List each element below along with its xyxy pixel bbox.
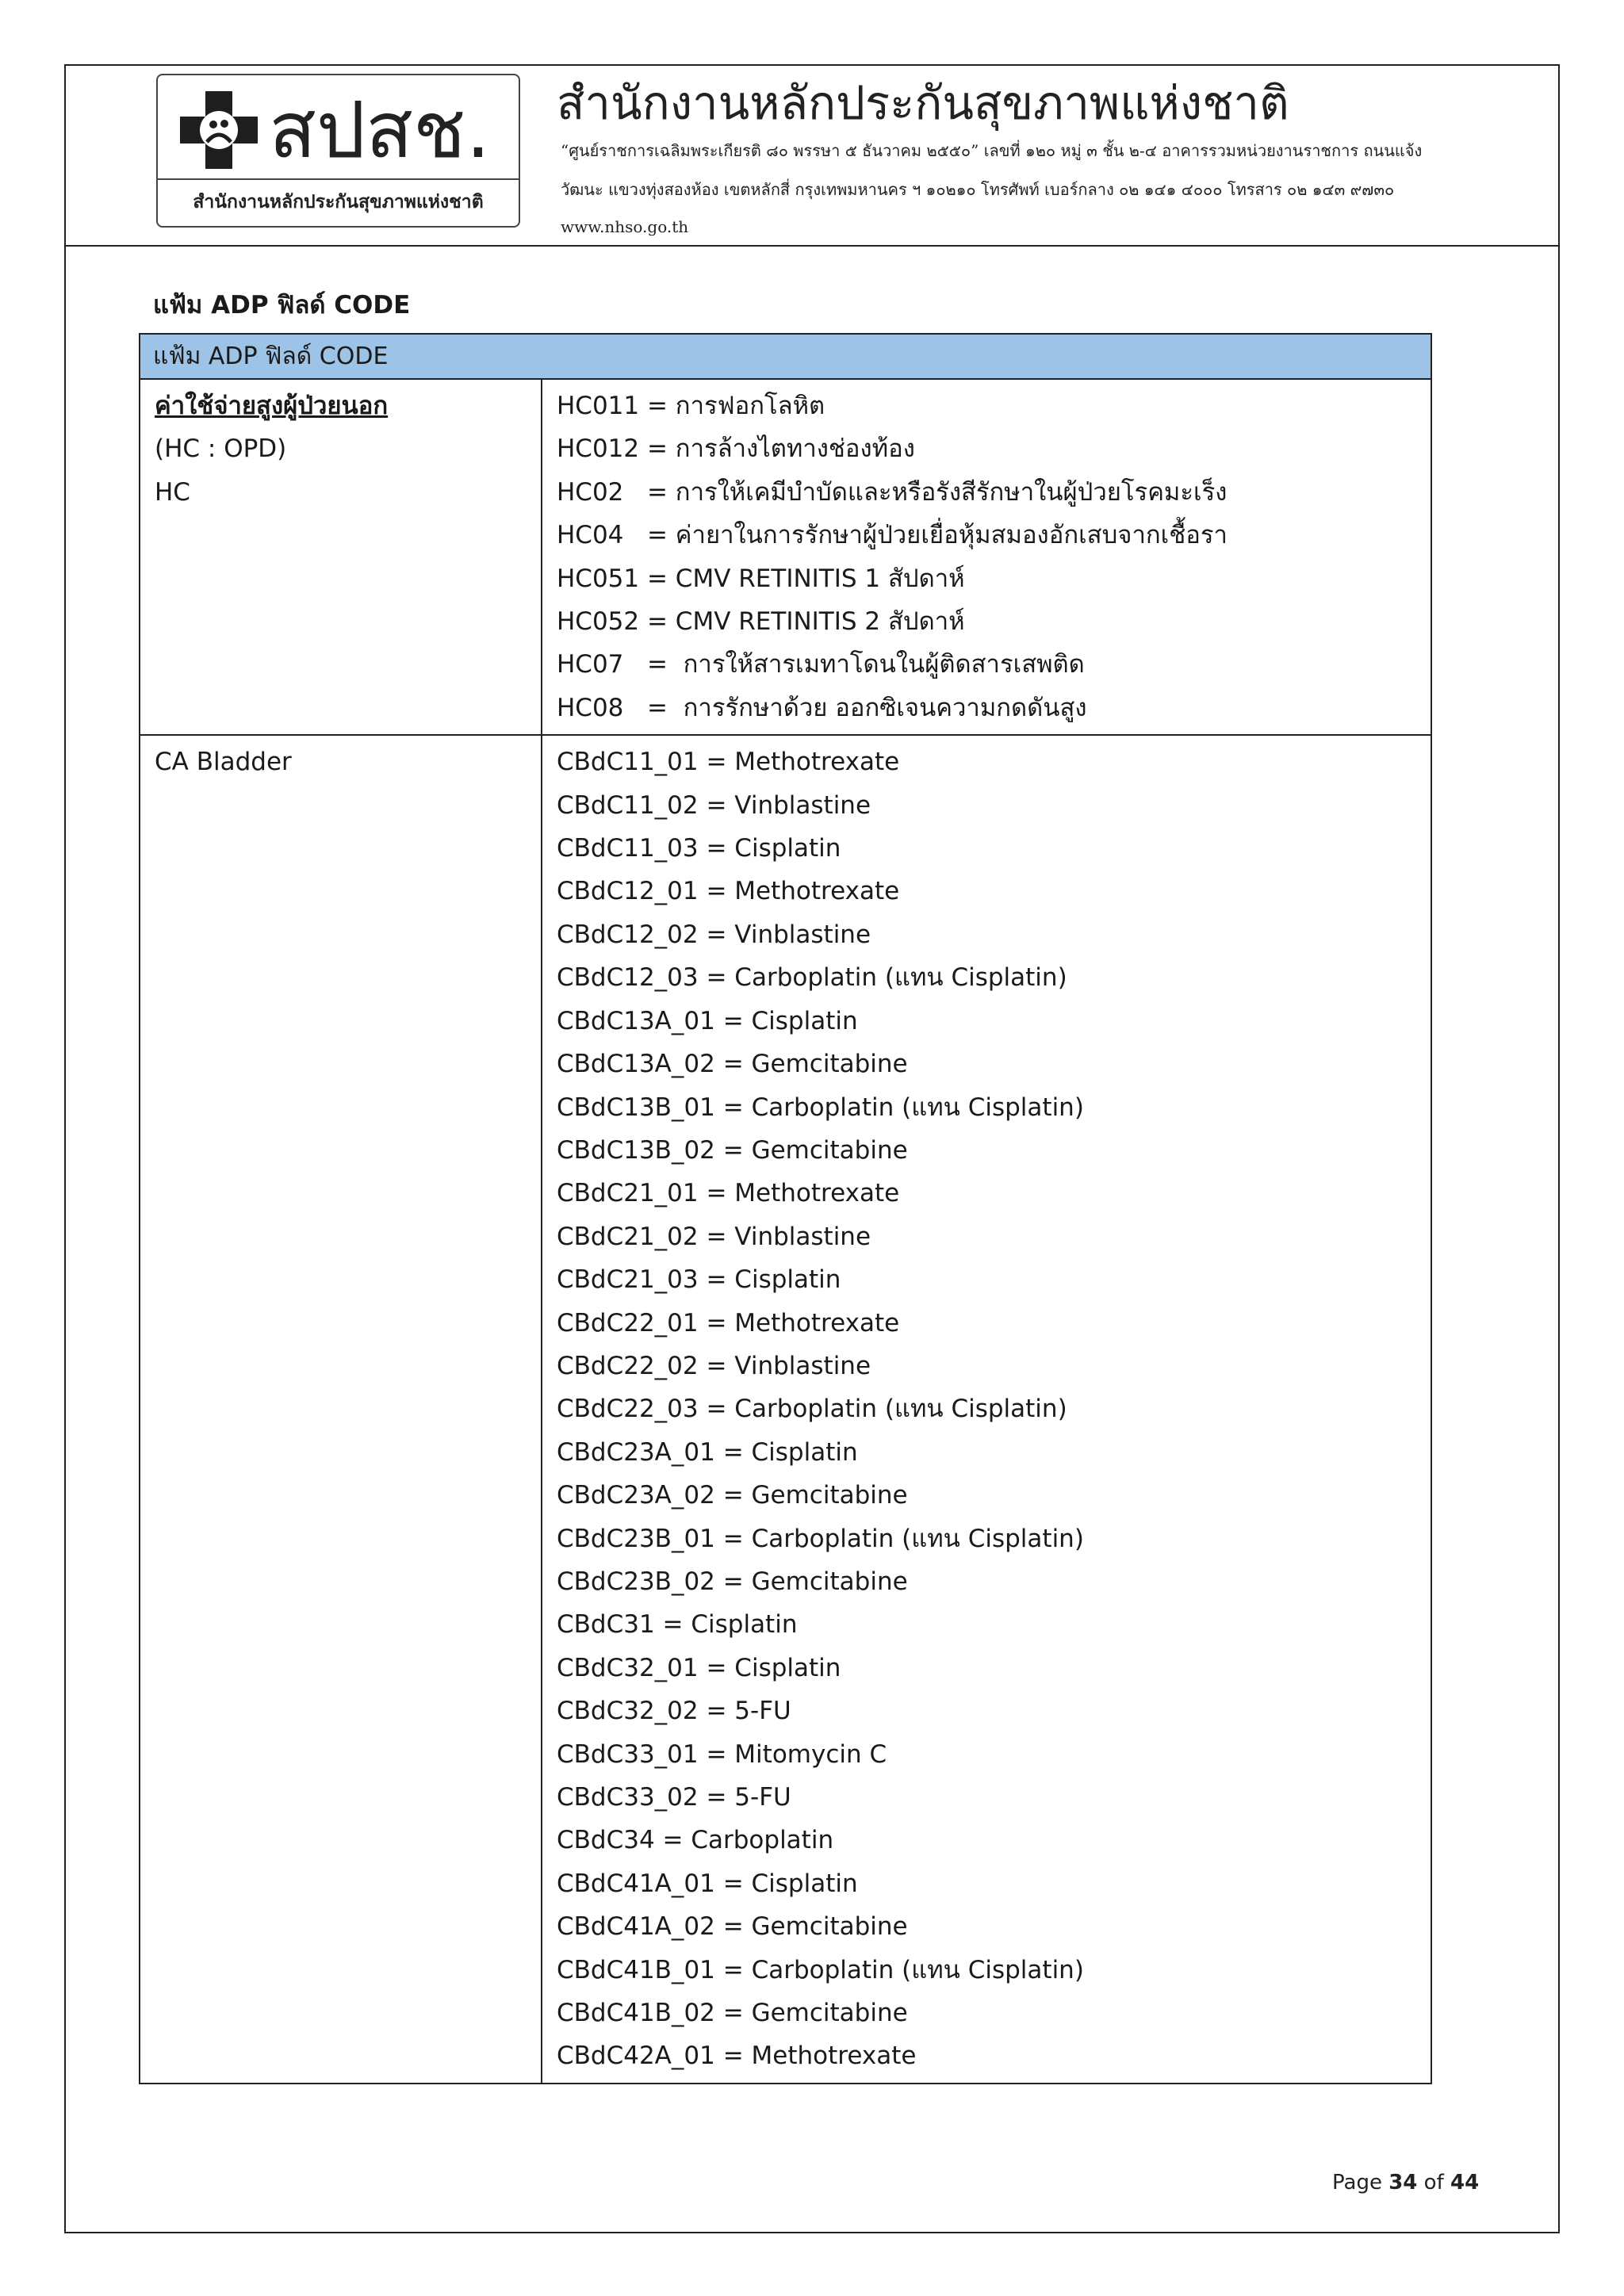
code-line: CBdC13B_01 = Carboplatin (แทน Cisplatin): [557, 1093, 1084, 1122]
page-prefix: Page: [1332, 2171, 1382, 2195]
organization-name: สำนักงานหลักประกันสุขภาพแห่งชาติ: [557, 76, 1289, 130]
code-line: CBdC21_01 = Methotrexate: [557, 1179, 900, 1208]
category-line: CA Bladder: [155, 748, 292, 777]
table-body: [140, 380, 1431, 2083]
header-divider: [64, 245, 1560, 247]
code-line: CBdC22_02 = Vinblastine: [557, 1351, 871, 1380]
adp-code-table: [139, 333, 1432, 2084]
code-line: HC012 = การล้างไตทางช่องท้อง: [557, 434, 915, 464]
row-code-cell: [542, 736, 1431, 2083]
row-category-cell: [140, 380, 542, 734]
code-line: CBdC22_03 = Carboplatin (แทน Cisplatin): [557, 1395, 1067, 1424]
address-line-2: วัฒนะ แขวงทุ่งสองห้อง เขตหลักสี่ กรุงเทพมหานคร ฯ ๑๐๒๑๐ โทรศัพท์ เบอร์กลาง ๐๒ ๑๔๑ ๔๐๐๐ โทรสาร ๐๒ ๑๔๓ ๙๗๓๐: [561, 180, 1395, 199]
code-line: CBdC23B_02 = Gemcitabine: [557, 1567, 908, 1596]
category-line: HC: [155, 477, 190, 507]
code-line: CBdC13A_02 = Gemcitabine: [557, 1050, 908, 1079]
code-line: HC07 = การให้สารเมทาโดนในผู้ติดสารเสพติด: [557, 650, 1085, 679]
code-line: CBdC21_03 = Cisplatin: [557, 1265, 841, 1295]
code-line: CBdC41A_02 = Gemcitabine: [557, 1912, 908, 1942]
code-line: CBdC34 = Carboplatin: [557, 1826, 834, 1855]
nhso-logo: [156, 74, 520, 228]
row-category-cell: [140, 736, 542, 2083]
code-line: CBdC23A_02 = Gemcitabine: [557, 1481, 908, 1510]
code-line: CBdC41B_02 = Gemcitabine: [557, 1999, 908, 2028]
section-title: แฟ้ม ADP ฟิลด์ CODE: [153, 291, 411, 320]
page-current: 34: [1388, 2171, 1418, 2195]
code-line: CBdC23A_01 = Cisplatin: [557, 1437, 858, 1467]
code-line: CBdC12_03 = Carboplatin (แทน Cisplatin): [557, 963, 1067, 993]
logo-caption: สำนักงานหลักประกันสุขภาพแห่งชาติ: [158, 178, 519, 226]
table-row: [140, 380, 1431, 736]
code-line: CBdC23B_01 = Carboplatin (แทน Cisplatin): [557, 1524, 1084, 1553]
category-line: (HC : OPD): [155, 434, 287, 464]
code-line: CBdC32_01 = Cisplatin: [557, 1653, 841, 1682]
row-code-cell: [542, 380, 1431, 734]
code-line: CBdC21_02 = Vinblastine: [557, 1222, 871, 1251]
code-line: HC04 = ค่ายาในการรักษาผู้ป่วยเยื่อหุ้มสมองอักเสบจากเชื้อรา: [557, 521, 1228, 550]
code-line: CBdC22_01 = Methotrexate: [557, 1308, 900, 1337]
code-line: CBdC41B_01 = Carboplatin (แทน Cisplatin): [557, 1955, 1084, 1984]
code-line: CBdC32_02 = 5-FU: [557, 1697, 791, 1726]
website-link[interactable]: www.nhso.go.th: [561, 217, 689, 236]
code-line: CBdC41A_01 = Cisplatin: [557, 1869, 858, 1898]
code-line: CBdC42A_01 = Methotrexate: [557, 2042, 917, 2071]
code-line: CBdC13A_01 = Cisplatin: [557, 1006, 858, 1035]
code-line: CBdC12_01 = Methotrexate: [557, 877, 900, 906]
code-line: CBdC12_02 = Vinblastine: [557, 920, 871, 949]
code-line: CBdC33_02 = 5-FU: [557, 1783, 791, 1812]
code-line: HC051 = CMV RETINITIS 1 สัปดาห์: [557, 564, 965, 593]
code-line: CBdC11_03 = Cisplatin: [557, 834, 841, 863]
page-of: of: [1423, 2171, 1444, 2195]
address-line-1: “ศูนย์ราชการเฉลิมพระเกียรติ ๘๐ พรรษา ๕ ธันวาคม ๒๕๕๐” เลขที่ ๑๒๐ หมู่ ๓ ชั้น ๒-๔ อาคารรวมหน่วยงานราชการ ถนนแจ้ง: [561, 141, 1423, 160]
table-row: [140, 736, 1431, 2083]
code-line: CBdC31 = Cisplatin: [557, 1610, 798, 1640]
table-header: แฟ้ม ADP ฟิลด์ CODE: [140, 335, 1431, 380]
page-total: 44: [1450, 2171, 1480, 2195]
category-line: ค่าใช้จ่ายสูงผู้ป่วยนอก: [155, 392, 389, 420]
code-line: CBdC13B_02 = Gemcitabine: [557, 1135, 908, 1165]
code-line: HC052 = CMV RETINITIS 2 สัปดาห์: [557, 607, 965, 637]
code-line: HC011 = การฟอกโลหิต: [557, 392, 825, 420]
code-line: CBdC11_02 = Vinblastine: [557, 790, 871, 820]
page-number: [1332, 2168, 1479, 2197]
cross-emblem-icon: [175, 86, 262, 174]
code-line: CBdC33_01 = Mitomycin C: [557, 1739, 887, 1769]
code-line: HC02 = การให้เคมีบำบัดและหรือรังสีรักษาในผู้ป่วยโรคมะเร็ง: [557, 477, 1228, 507]
code-line: HC08 = การรักษาด้วย ออกซิเจนความกดดันสูง: [557, 693, 1087, 722]
logo-abbreviation: สปสช.: [269, 86, 491, 176]
code-line: CBdC11_01 = Methotrexate: [557, 748, 900, 777]
